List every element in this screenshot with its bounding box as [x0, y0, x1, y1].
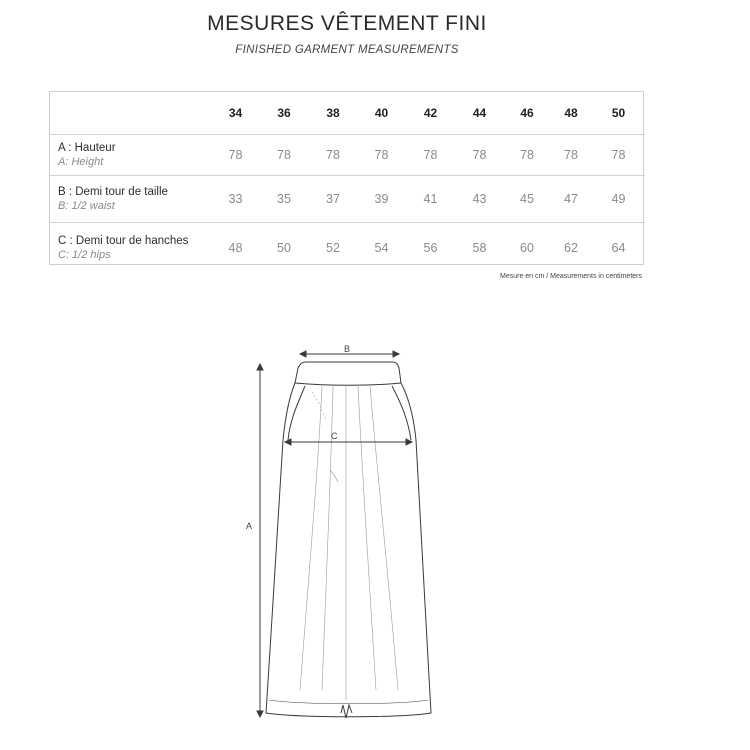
arrow-a-bottom	[257, 711, 263, 717]
table-cell: 43	[455, 176, 504, 223]
right-pocket-line	[392, 386, 411, 440]
table-cell: 78	[212, 135, 259, 176]
table-cell: 47	[550, 176, 592, 223]
table-cell: 78	[455, 135, 504, 176]
table-cell: 78	[504, 135, 550, 176]
dimension-c-label: C	[331, 431, 338, 441]
skirt-outline	[266, 383, 431, 717]
waistband-outline	[295, 362, 401, 385]
table-cell: 58	[455, 223, 504, 274]
table-cell: 78	[592, 135, 645, 176]
size-header-row	[50, 92, 645, 135]
row-label-en: B: 1/2 waist	[58, 200, 115, 212]
arrow-b-left	[300, 351, 306, 357]
table-cell: 78	[406, 135, 455, 176]
table-cell: 37	[309, 176, 357, 223]
table-row-waist	[50, 176, 645, 223]
pleat-lines	[300, 386, 398, 700]
table-cell: 52	[309, 223, 357, 274]
size-header: 44	[472, 106, 487, 120]
table-cell: 62	[550, 223, 592, 274]
table-row-hips	[50, 223, 645, 274]
table-cell: 33	[212, 176, 259, 223]
arrow-b-right	[393, 351, 399, 357]
table-cell: 41	[406, 176, 455, 223]
arrow-a-top	[257, 364, 263, 370]
dimension-a-label: A	[246, 521, 253, 531]
row-label-fr: A : Hauteur	[58, 142, 116, 154]
table-cell: 49	[592, 176, 645, 223]
hem-line	[269, 700, 428, 704]
size-header: 34	[228, 106, 243, 120]
units-note: Mesure en cm / Measurements in centimeters	[500, 273, 642, 280]
table-cell: 78	[259, 135, 309, 176]
size-header: 40	[374, 106, 389, 120]
measurements-table	[49, 91, 644, 265]
header-corner	[50, 92, 212, 135]
page-title: MESURES VÊTEMENT FINI	[207, 12, 487, 35]
table-row-height	[50, 135, 645, 176]
front-slit	[341, 705, 352, 718]
table-cell: 35	[259, 176, 309, 223]
table-cell: 39	[357, 176, 406, 223]
table-cell: 54	[357, 223, 406, 274]
table-cell: 64	[592, 223, 645, 274]
row-label	[50, 223, 212, 274]
page-subtitle: FINISHED GARMENT MEASUREMENTS	[235, 44, 459, 56]
table-cell: 56	[406, 223, 455, 274]
table-cell: 78	[357, 135, 406, 176]
dimension-b-label: B	[344, 344, 351, 354]
size-header: 42	[423, 106, 438, 120]
row-label	[50, 176, 212, 223]
garment-technical-drawing	[0, 330, 750, 730]
left-pocket-line	[288, 386, 305, 440]
table-cell: 45	[504, 176, 550, 223]
table-cell: 60	[504, 223, 550, 274]
size-header: 48	[564, 106, 578, 120]
size-header: 38	[326, 106, 340, 120]
table-cell: 78	[309, 135, 357, 176]
size-header: 46	[520, 106, 534, 120]
table-cell: 50	[259, 223, 309, 274]
table-cell: 78	[550, 135, 592, 176]
row-label-en: A: Height	[58, 156, 104, 168]
row-label-fr: C : Demi tour de hanches	[58, 235, 189, 247]
row-label-fr: B : Demi tour de taille	[58, 186, 168, 198]
table-cell: 48	[212, 223, 259, 274]
size-header: 36	[277, 106, 291, 120]
row-label-en: C: 1/2 hips	[58, 249, 111, 261]
row-label	[50, 135, 212, 176]
size-header: 50	[611, 106, 626, 120]
